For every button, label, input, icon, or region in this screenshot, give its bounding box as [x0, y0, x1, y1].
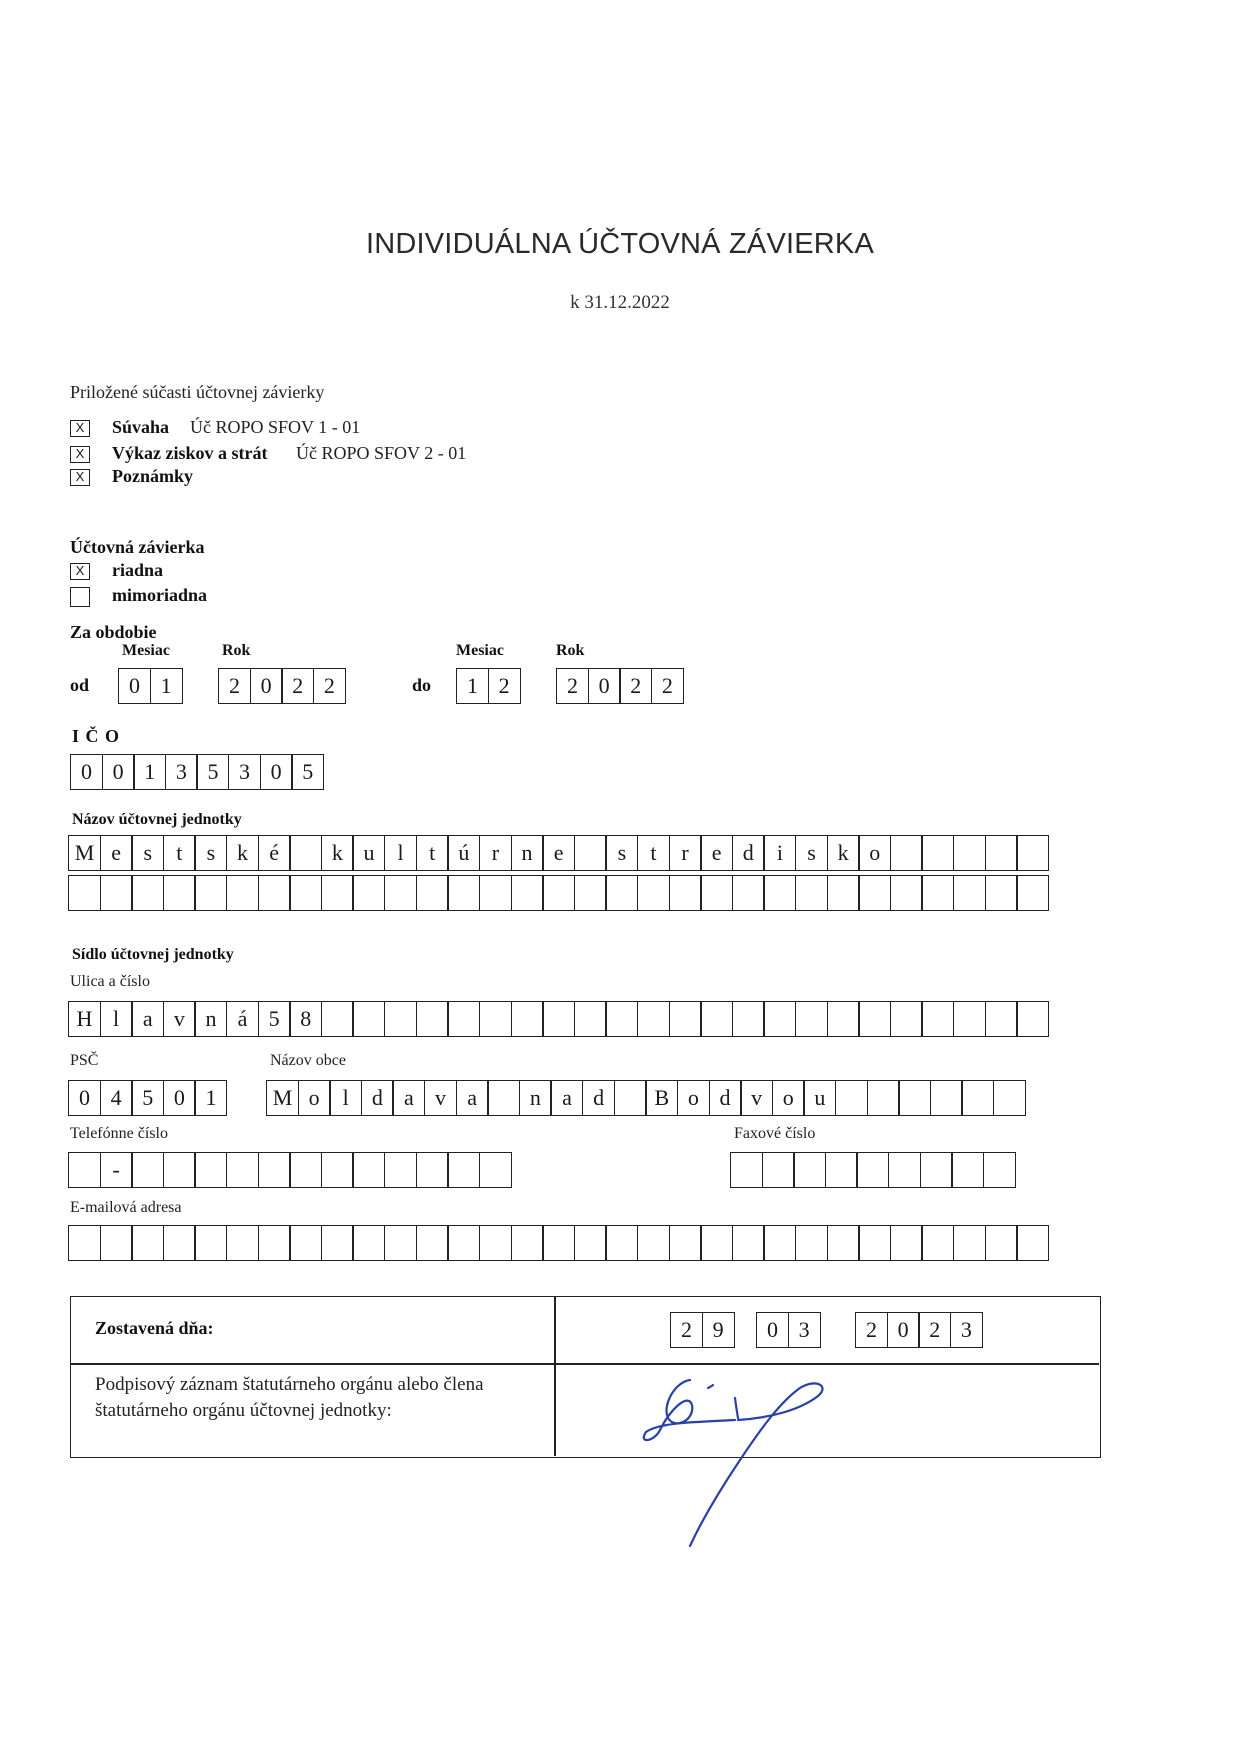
char-box[interactable]: 4	[100, 1080, 133, 1116]
char-box[interactable]	[447, 1001, 480, 1037]
char-box[interactable]	[194, 1152, 227, 1188]
closing-type-heading: Účtovná závierka	[70, 537, 205, 557]
street-label: Ulica a číslo	[70, 973, 150, 990]
char-box[interactable]	[321, 1225, 354, 1261]
char-box[interactable]: l	[100, 1001, 133, 1037]
char-box[interactable]: v	[740, 1080, 773, 1116]
char-box[interactable]	[511, 875, 544, 911]
components-heading: Priložené súčasti účtovnej závierky	[70, 382, 325, 402]
char-box[interactable]	[321, 875, 354, 911]
char-box[interactable]	[479, 875, 512, 911]
char-box[interactable]: 2	[651, 668, 684, 704]
checkbox-notes[interactable]: X	[70, 469, 90, 486]
char-box[interactable]	[890, 1225, 923, 1261]
char-box[interactable]	[858, 1001, 891, 1037]
char-box[interactable]: n	[194, 1001, 227, 1037]
compiled-month-field[interactable]	[756, 1312, 821, 1348]
period-heading: Za obdobie	[70, 622, 157, 642]
char-box[interactable]	[700, 875, 733, 911]
char-box[interactable]	[258, 875, 291, 911]
char-box[interactable]	[131, 875, 164, 911]
char-box[interactable]	[258, 1152, 291, 1188]
char-box[interactable]: a	[550, 1080, 583, 1116]
char-box[interactable]	[637, 1225, 670, 1261]
char-box[interactable]	[68, 1152, 101, 1188]
char-box[interactable]	[487, 1080, 520, 1116]
phone-label: Telefónne číslo	[70, 1125, 168, 1142]
char-box[interactable]	[384, 1152, 417, 1188]
char-box[interactable]: d	[582, 1080, 615, 1116]
char-box[interactable]: 1	[150, 668, 183, 704]
char-box[interactable]: 5	[258, 1001, 291, 1037]
from-year-label: Rok	[222, 642, 251, 659]
char-box[interactable]	[605, 875, 638, 911]
char-box[interactable]	[384, 875, 417, 911]
fax-label: Faxové číslo	[734, 1125, 816, 1142]
char-box[interactable]: k	[226, 835, 259, 871]
char-box[interactable]: 9	[702, 1312, 735, 1348]
char-box[interactable]: t	[416, 835, 449, 871]
char-box[interactable]	[732, 1001, 765, 1037]
char-box[interactable]	[953, 1001, 986, 1037]
char-box[interactable]	[953, 1225, 986, 1261]
char-box[interactable]	[416, 1152, 449, 1188]
char-box[interactable]	[930, 1080, 963, 1116]
char-box[interactable]: i	[763, 835, 796, 871]
char-box[interactable]	[194, 1225, 227, 1261]
char-box[interactable]	[953, 875, 986, 911]
char-box[interactable]: á	[226, 1001, 259, 1037]
char-box[interactable]	[68, 1225, 101, 1261]
char-box[interactable]	[352, 1001, 385, 1037]
char-box[interactable]: 2	[488, 668, 521, 704]
address-heading: Sídlo účtovnej jednotky	[72, 946, 234, 963]
ico-field[interactable]	[70, 754, 324, 790]
char-box[interactable]: 8	[289, 1001, 322, 1037]
char-box[interactable]: 3	[165, 754, 198, 790]
char-box[interactable]: é	[258, 835, 291, 871]
page-subtitle: k 31.12.2022	[570, 292, 670, 313]
char-box[interactable]: 0	[887, 1312, 920, 1348]
char-box[interactable]	[574, 1001, 607, 1037]
signature-label	[95, 1372, 484, 1424]
char-box[interactable]: 3	[788, 1312, 821, 1348]
char-box[interactable]	[763, 1225, 796, 1261]
signature-label-line-1: Podpisový záznam štatutárneho orgánu alebo člena	[95, 1374, 484, 1395]
char-box[interactable]	[985, 1001, 1018, 1037]
char-box[interactable]	[890, 875, 923, 911]
char-box[interactable]: 0	[68, 1080, 101, 1116]
char-box[interactable]	[763, 875, 796, 911]
char-box[interactable]	[542, 1001, 575, 1037]
char-box[interactable]: l	[384, 835, 417, 871]
char-box[interactable]	[226, 875, 259, 911]
char-box[interactable]	[827, 1001, 860, 1037]
char-box[interactable]	[100, 1225, 133, 1261]
char-box[interactable]	[614, 1080, 647, 1116]
compiled-date-label: Zostavená dňa:	[95, 1318, 214, 1338]
char-box[interactable]	[605, 1225, 638, 1261]
char-box[interactable]	[953, 835, 986, 871]
char-box[interactable]	[827, 875, 860, 911]
char-box[interactable]	[730, 1152, 763, 1188]
char-box[interactable]	[983, 1152, 1016, 1188]
char-box[interactable]: 2	[918, 1312, 951, 1348]
char-box[interactable]	[542, 1225, 575, 1261]
char-box[interactable]	[637, 875, 670, 911]
char-box[interactable]: 5	[131, 1080, 164, 1116]
char-box[interactable]	[898, 1080, 931, 1116]
char-box[interactable]	[352, 1152, 385, 1188]
char-box[interactable]	[700, 1225, 733, 1261]
char-box[interactable]: t	[163, 835, 196, 871]
char-box[interactable]: B	[645, 1080, 678, 1116]
char-box[interactable]	[825, 1152, 858, 1188]
char-box[interactable]: a	[456, 1080, 489, 1116]
to-month-label: Mesiac	[456, 642, 504, 659]
from-month-field[interactable]	[118, 668, 183, 704]
street-field[interactable]	[68, 1001, 1049, 1037]
char-box[interactable]	[858, 1225, 891, 1261]
char-box[interactable]: t	[637, 835, 670, 871]
char-box[interactable]: -	[100, 1152, 133, 1188]
city-field[interactable]	[266, 1080, 1026, 1116]
compiled-day-field[interactable]	[670, 1312, 735, 1348]
char-box[interactable]	[100, 875, 133, 911]
to-label: do	[412, 675, 432, 695]
email-field[interactable]	[68, 1225, 1049, 1261]
char-box[interactable]	[447, 1152, 480, 1188]
component-balance-bold: Súvaha	[112, 417, 170, 437]
char-box[interactable]: 1	[194, 1080, 227, 1116]
city-label: Názov obce	[270, 1052, 346, 1069]
char-box[interactable]	[888, 1152, 921, 1188]
char-box[interactable]	[163, 1152, 196, 1188]
char-box[interactable]	[867, 1080, 900, 1116]
char-box[interactable]	[795, 875, 828, 911]
char-box[interactable]: 2	[855, 1312, 888, 1348]
to-year-label: Rok	[556, 642, 585, 659]
char-box[interactable]: a	[392, 1080, 425, 1116]
char-box[interactable]: M	[266, 1080, 299, 1116]
char-box[interactable]	[637, 1001, 670, 1037]
char-box[interactable]	[226, 1152, 259, 1188]
char-box[interactable]	[479, 1152, 512, 1188]
char-box[interactable]	[321, 1001, 354, 1037]
char-box[interactable]	[511, 1225, 544, 1261]
char-box[interactable]: k	[321, 835, 354, 871]
closing-regular-label: riadna	[112, 560, 164, 580]
char-box[interactable]	[605, 1001, 638, 1037]
char-box[interactable]	[384, 1225, 417, 1261]
phone-field[interactable]	[68, 1152, 512, 1188]
compiled-year-field[interactable]	[855, 1312, 983, 1348]
char-box[interactable]	[985, 835, 1018, 871]
char-box[interactable]: 2	[218, 668, 251, 704]
char-box[interactable]	[289, 835, 322, 871]
char-box[interactable]	[985, 875, 1018, 911]
char-box[interactable]	[732, 875, 765, 911]
char-box[interactable]	[669, 1225, 702, 1261]
char-box[interactable]	[1016, 1225, 1049, 1261]
char-box[interactable]	[921, 1225, 954, 1261]
char-box[interactable]: d	[709, 1080, 742, 1116]
char-box[interactable]	[321, 1152, 354, 1188]
char-box[interactable]	[447, 875, 480, 911]
char-box[interactable]	[920, 1152, 953, 1188]
char-box[interactable]	[961, 1080, 994, 1116]
char-box[interactable]	[416, 1225, 449, 1261]
char-box[interactable]	[921, 1001, 954, 1037]
char-box[interactable]	[226, 1225, 259, 1261]
char-box[interactable]	[352, 1225, 385, 1261]
char-box[interactable]: r	[669, 835, 702, 871]
signature-image	[620, 1360, 900, 1560]
checkbox-balance[interactable]: X	[70, 420, 90, 437]
char-box[interactable]	[858, 875, 891, 911]
char-box[interactable]: e	[542, 835, 575, 871]
char-box[interactable]: 3	[228, 754, 261, 790]
unit-name-label: Názov účtovnej jednotky	[72, 811, 242, 828]
to-year-field[interactable]	[556, 668, 684, 704]
char-box[interactable]	[479, 1001, 512, 1037]
char-box[interactable]: 2	[619, 668, 652, 704]
signature-label-line-2: štatutárneho orgánu účtovnej jednotky:	[95, 1400, 392, 1421]
char-box[interactable]	[131, 1225, 164, 1261]
char-box[interactable]	[890, 835, 923, 871]
char-box[interactable]	[289, 875, 322, 911]
char-box[interactable]	[763, 1001, 796, 1037]
from-month-label: Mesiac	[122, 642, 170, 659]
char-box[interactable]	[856, 1152, 889, 1188]
char-box[interactable]	[447, 1225, 480, 1261]
checkbox-pnl[interactable]: X	[70, 446, 90, 463]
char-box[interactable]	[890, 1001, 923, 1037]
char-box[interactable]	[951, 1152, 984, 1188]
char-box[interactable]: s	[795, 835, 828, 871]
char-box[interactable]: 2	[670, 1312, 703, 1348]
component-balance-rest: Úč ROPO SFOV 1 - 01	[190, 417, 361, 437]
char-box[interactable]	[258, 1225, 291, 1261]
char-box[interactable]: 2	[313, 668, 346, 704]
char-box[interactable]: n	[519, 1080, 552, 1116]
char-box[interactable]: 2	[281, 668, 314, 704]
char-box[interactable]: o	[858, 835, 891, 871]
char-box[interactable]: s	[131, 835, 164, 871]
char-box[interactable]	[835, 1080, 868, 1116]
char-box[interactable]: 0	[756, 1312, 789, 1348]
char-box[interactable]: 3	[950, 1312, 983, 1348]
char-box[interactable]	[827, 1225, 860, 1261]
char-box[interactable]	[511, 1001, 544, 1037]
unit-name-row-1[interactable]	[68, 835, 1049, 871]
char-box[interactable]: n	[511, 835, 544, 871]
char-box[interactable]: l	[329, 1080, 362, 1116]
char-box[interactable]: 0	[118, 668, 151, 704]
char-box[interactable]	[416, 1001, 449, 1037]
char-box[interactable]	[416, 875, 449, 911]
char-box[interactable]: 0	[250, 668, 283, 704]
char-box[interactable]: e	[100, 835, 133, 871]
char-box[interactable]	[762, 1152, 795, 1188]
page-title: INDIVIDUÁLNA ÚČTOVNÁ ZÁVIERKA	[365, 228, 875, 260]
char-box[interactable]	[542, 875, 575, 911]
char-box[interactable]: 5	[291, 754, 324, 790]
char-box[interactable]: 0	[588, 668, 621, 704]
component-pnl-rest: Úč ROPO SFOV 2 - 01	[296, 443, 467, 463]
char-box[interactable]	[793, 1152, 826, 1188]
closing-extraordinary-label: mimoriadna	[112, 585, 208, 605]
char-box[interactable]	[574, 835, 607, 871]
char-box[interactable]: 0	[102, 754, 135, 790]
char-box[interactable]: 0	[163, 1080, 196, 1116]
char-box[interactable]	[985, 1225, 1018, 1261]
char-box[interactable]: o	[772, 1080, 805, 1116]
char-box[interactable]	[1016, 1001, 1049, 1037]
char-box[interactable]: a	[131, 1001, 164, 1037]
char-box[interactable]: u	[803, 1080, 836, 1116]
fax-field[interactable]	[730, 1152, 1016, 1188]
char-box[interactable]	[795, 1225, 828, 1261]
footer-divider-horizontal	[71, 1363, 1099, 1365]
char-box[interactable]: 1	[456, 668, 489, 704]
char-box[interactable]: 5	[196, 754, 229, 790]
ico-label: I Č O	[72, 726, 121, 746]
char-box[interactable]: k	[827, 835, 860, 871]
checkbox-extraordinary[interactable]	[70, 587, 90, 607]
char-box[interactable]	[574, 875, 607, 911]
char-box[interactable]	[352, 875, 385, 911]
char-box[interactable]: ú	[447, 835, 480, 871]
char-box[interactable]: M	[68, 835, 101, 871]
char-box[interactable]: d	[732, 835, 765, 871]
char-box[interactable]: r	[479, 835, 512, 871]
char-box[interactable]	[68, 875, 101, 911]
char-box[interactable]	[194, 875, 227, 911]
char-box[interactable]	[921, 875, 954, 911]
psc-field[interactable]	[68, 1080, 227, 1116]
char-box[interactable]: e	[700, 835, 733, 871]
char-box[interactable]	[732, 1225, 765, 1261]
char-box[interactable]	[993, 1080, 1026, 1116]
char-box[interactable]: v	[424, 1080, 457, 1116]
char-box[interactable]	[163, 875, 196, 911]
char-box[interactable]: 1	[133, 754, 166, 790]
char-box[interactable]: 0	[70, 754, 103, 790]
char-box[interactable]: H	[68, 1001, 101, 1037]
from-label: od	[70, 675, 90, 695]
char-box[interactable]	[921, 835, 954, 871]
component-notes-bold: Poznámky	[112, 466, 193, 486]
char-box[interactable]	[131, 1152, 164, 1188]
char-box[interactable]	[795, 1001, 828, 1037]
char-box[interactable]	[479, 1225, 512, 1261]
char-box[interactable]: 0	[260, 754, 293, 790]
char-box[interactable]	[669, 875, 702, 911]
char-box[interactable]: o	[677, 1080, 710, 1116]
checkbox-regular[interactable]: X	[70, 563, 90, 580]
char-box[interactable]: v	[163, 1001, 196, 1037]
char-box[interactable]	[289, 1152, 322, 1188]
email-label: E-mailová adresa	[70, 1199, 182, 1216]
char-box[interactable]	[700, 1001, 733, 1037]
char-box[interactable]	[163, 1225, 196, 1261]
char-box[interactable]: d	[361, 1080, 394, 1116]
char-box[interactable]	[289, 1225, 322, 1261]
psc-label: PSČ	[70, 1052, 99, 1069]
char-box[interactable]	[384, 1001, 417, 1037]
footer-divider-vertical	[554, 1297, 556, 1456]
char-box[interactable]: 2	[556, 668, 589, 704]
component-pnl-bold: Výkaz ziskov a strát	[112, 443, 268, 463]
char-box[interactable]: s	[605, 835, 638, 871]
to-month-field[interactable]	[456, 668, 521, 704]
unit-name-row-2[interactable]	[68, 875, 1049, 911]
char-box[interactable]	[574, 1225, 607, 1261]
char-box[interactable]: u	[352, 835, 385, 871]
char-box[interactable]	[669, 1001, 702, 1037]
char-box[interactable]	[1016, 835, 1049, 871]
from-year-field[interactable]	[218, 668, 346, 704]
char-box[interactable]	[1016, 875, 1049, 911]
char-box[interactable]: s	[194, 835, 227, 871]
char-box[interactable]: o	[298, 1080, 331, 1116]
